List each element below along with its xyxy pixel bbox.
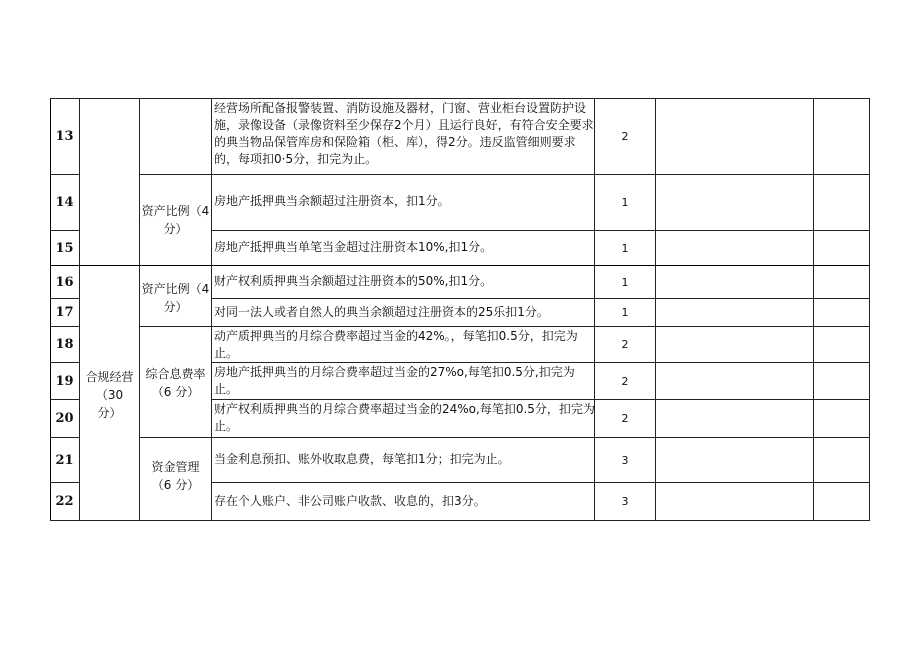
row-description: 经营场所配备报警装置、消防设施及器材，门窗、营业柜台设置防护设施，录像设备（录像资料至少保存2个月）且运行良好，有符合安全要求的典当物品保管库房和保险箱（柜、库），得2分。违反监管细则要求的，每项扣0·5分，扣完为止。 xyxy=(214,101,594,166)
row-line-20b xyxy=(139,437,870,438)
main-category-line3: 分） xyxy=(97,406,122,420)
col-divider-6 xyxy=(813,98,814,521)
subcategory-line1: 资产比例（4 xyxy=(141,282,210,296)
main-category-line2: （30 xyxy=(95,388,124,402)
subcategory-line2: 分） xyxy=(163,222,188,236)
row-number: 20 xyxy=(55,411,74,426)
subcategory-interest-rate xyxy=(140,362,211,404)
subcategory-line1: 资金管理 xyxy=(151,460,200,474)
row-line-13b xyxy=(139,174,870,175)
row-number: 19 xyxy=(55,373,74,389)
row-score: 1 xyxy=(621,196,629,209)
border-bottom xyxy=(50,520,870,521)
row-score: 2 xyxy=(621,374,629,388)
subcategory-line2: （6 分） xyxy=(151,385,200,399)
main-category-line1: 合规经营 xyxy=(85,370,134,384)
row-number: 14 xyxy=(55,195,74,210)
row-description: 对同一法人或者自然人的典当余额超过注册资本的25乐扣1分。 xyxy=(214,305,549,319)
row-number: 22 xyxy=(55,494,74,509)
col-divider-5 xyxy=(655,98,656,521)
row-description: 动产质押典当的月综合费率超过当金的42%。，每笔扣0.5分，扣完为止。 xyxy=(214,329,578,360)
row-description: 财产权利质押典当余额超过注册资本的50%,扣1分。 xyxy=(214,274,493,288)
row-number: 17 xyxy=(55,305,74,320)
row-number: 13 xyxy=(55,129,74,144)
row-number: 16 xyxy=(55,274,74,290)
subcategory-asset-ratio xyxy=(140,199,211,241)
col-divider-1 xyxy=(79,98,80,521)
row-description: 房地产抵押典当余额超过注册资本，扣1分。 xyxy=(214,194,450,208)
row-number: 21 xyxy=(55,452,74,468)
subcategory-line2: 分） xyxy=(163,300,188,314)
row-score: 2 xyxy=(621,412,629,425)
subcategory-fund-management xyxy=(140,455,211,497)
row-number: 15 xyxy=(55,240,74,256)
border-top xyxy=(50,98,870,99)
row-number: 18 xyxy=(55,337,74,352)
row-score: 2 xyxy=(621,338,629,351)
row-description: 房地产抵押典当单笔当金超过注册资本10%,扣1分。 xyxy=(214,240,493,254)
row-description: 存在个人账户、非公司账户收款、收息的，扣3分。 xyxy=(214,494,486,508)
border-right xyxy=(869,98,870,521)
main-category xyxy=(80,360,139,430)
subcategory-line1: 资产比例（4 xyxy=(141,204,210,218)
row-description: 当金利息预扣、账外收取息费，每笔扣1分；扣完为止。 xyxy=(214,452,510,466)
row-description: 房地产抵押典当的月综合费率超过当金的27%o,每笔扣0.5分,扣完为止。 xyxy=(214,365,575,396)
row-score: 1 xyxy=(621,306,629,319)
subcategory-asset-ratio xyxy=(140,277,211,319)
subcategory-line2: （6 分） xyxy=(151,478,200,492)
row-line-15 xyxy=(50,265,870,266)
row-description: 财产权利质押典当的月综合费率超过当金的24%o,每笔扣0.5分，扣完为止。 xyxy=(214,402,595,433)
row-line-18b xyxy=(211,362,870,363)
row-score: 3 xyxy=(621,495,629,508)
row-line-19b xyxy=(211,399,870,400)
subcategory-line1: 综合息费率 xyxy=(145,367,206,381)
row-line-21b xyxy=(211,482,870,483)
row-line-16b xyxy=(211,298,870,299)
row-line-14b xyxy=(211,230,870,231)
row-line-17b xyxy=(139,326,870,327)
row-score: 3 xyxy=(621,453,629,467)
row-score: 1 xyxy=(621,241,629,255)
row-score: 2 xyxy=(621,130,629,143)
row-score: 1 xyxy=(621,275,629,289)
